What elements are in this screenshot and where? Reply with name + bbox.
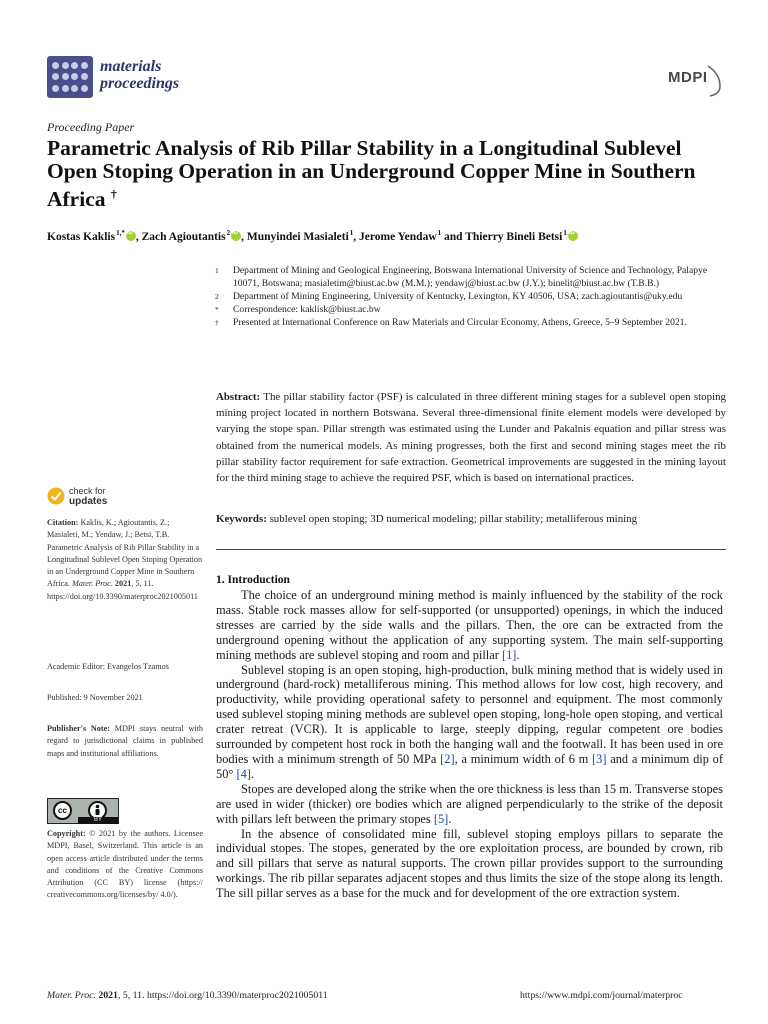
author-affiliation-mark: 1 <box>437 229 442 237</box>
abstract <box>216 389 726 486</box>
by-label: BY <box>78 817 118 824</box>
orcid-icon[interactable] <box>231 231 241 241</box>
keywords <box>216 513 726 525</box>
affiliation-text: Presented at International Conference on Raw Materials and Circular Economy, Athens, Greece, 5–9 September 2021. <box>233 316 687 328</box>
academic-editor: Academic Editor: Evangelos Tzamos <box>47 662 169 671</box>
reference-link[interactable]: [2] <box>440 751 455 766</box>
article-type: Proceeding Paper <box>47 120 135 134</box>
published-date: Published: 9 November 2021 <box>47 693 143 702</box>
citation-tail[interactable]: , 5, 11. https://doi.org/10.3390/materproc2021005011 <box>47 579 199 601</box>
affiliation-item <box>215 291 715 304</box>
author-affiliation-mark: 1 <box>563 229 567 237</box>
orcid-icon[interactable] <box>568 231 578 241</box>
copyright-notice <box>47 828 203 902</box>
author-name[interactable]: Jerome Yendaw <box>359 230 437 243</box>
check-updates-text <box>69 486 107 507</box>
footer-year: 2021 <box>98 990 118 1001</box>
author-affiliation-mark: 1,* <box>116 229 125 237</box>
publisher-logo[interactable] <box>666 62 722 98</box>
title-footnote-mark: † <box>110 187 117 201</box>
footer-doi[interactable]: , 5, 11. https://doi.org/10.3390/materproc2021005011 <box>117 990 328 1001</box>
author-list <box>47 229 747 243</box>
reference-link[interactable]: [1] <box>501 647 517 662</box>
author-affiliation-mark: 2 <box>226 229 231 237</box>
reference-link[interactable]: [3] <box>592 751 607 766</box>
author-separator: and <box>441 230 466 243</box>
copyright-text: © 2021 by the authors. Licensee MDPI, Basel, Switzerland. This article is an open access article distributed under the terms and conditions of the Creative Commons Attribution (CC BY) license (https:// creativecommons.org/licenses/by/ 4.0/). <box>47 829 204 900</box>
affiliation-text: Department of Mining Engineering, University of Kentucky, Lexington, KY 40506, USA; zach.agioutantis@uky.edu <box>233 290 683 302</box>
publisher-name: MDPI <box>668 69 708 86</box>
citation-year: 2021 <box>114 579 132 589</box>
body-paragraph <box>216 782 723 827</box>
body-paragraph <box>216 827 723 902</box>
keywords-label: Keywords: <box>216 513 267 525</box>
check-updates-icon <box>47 487 65 505</box>
citation-label: Citation: <box>47 518 79 527</box>
citation-text: Kaklis, K.; Agioutantis, Z.; Masialeti, M.; Yendaw, J.; Betsi, T.B. Parametric Analysis of Rib Pillar Stability in a Longitudinal Sublevel Open Stoping Operation in an Underground Copper Mine in Southern Africa. <box>47 518 203 589</box>
affiliation-mark: 2 <box>215 291 219 301</box>
author-affiliation-mark: 1 <box>349 229 354 237</box>
article-title <box>47 137 737 211</box>
body-paragraph <box>216 588 723 663</box>
journal-name-line1: materials <box>100 58 162 75</box>
paragraph-text: In the absence of consolidated mine fill, sublevel stoping employs pillars to separate the individual stopes. The stopes, generated by the ore exploitation process, are bounded by crown, rib and sill pillars that serve as natural supports. The crown pillar provides support to the surrounding workings. The rib pillar separates adjacent stopes and thus limits the size of the stope along its length. The sill pillar serves as a base for the muck and for development of the ore extraction system. <box>216 826 723 901</box>
footer-journal: Mater. Proc. <box>47 990 96 1001</box>
orcid-icon[interactable] <box>126 231 136 241</box>
citation <box>47 517 203 603</box>
check-updates-line1: check for <box>69 486 106 496</box>
check-updates-line2: updates <box>69 496 108 507</box>
copyright-label: Copyright: <box>47 829 86 838</box>
affiliation-mark: * <box>215 304 219 314</box>
paragraph-text: . <box>448 811 452 826</box>
author-name[interactable]: Thierry Bineli Betsi <box>465 230 563 243</box>
publisher-note-text: MDPI stays neutral with regard to jurisdictional claims in published maps and institutional affiliations. <box>47 724 203 758</box>
publisher-note <box>47 723 203 760</box>
affiliation-item <box>215 317 715 330</box>
cc-icon: cc <box>53 801 72 820</box>
author-separator: , <box>241 230 247 243</box>
body-paragraph <box>216 663 723 782</box>
body-text <box>216 588 723 901</box>
abstract-label: Abstract: <box>216 391 261 403</box>
author-separator: , <box>353 230 360 243</box>
paragraph-text: . <box>250 766 255 781</box>
author-separator: , <box>135 230 142 243</box>
affiliations <box>215 265 715 330</box>
reference-link[interactable]: [4] <box>236 766 251 781</box>
affiliation-text: Correspondence: kaklisk@biust.ac.bw <box>233 303 381 315</box>
author-name[interactable]: Kostas Kaklis <box>47 230 116 243</box>
footer-citation <box>47 990 328 1001</box>
section-heading: 1. Introduction <box>216 574 290 586</box>
author-name[interactable]: Munyindei Masialeti <box>246 230 349 243</box>
section-divider <box>216 549 726 550</box>
affiliation-item <box>215 265 715 291</box>
affiliation-item <box>215 304 715 317</box>
journal-name <box>100 58 179 92</box>
paragraph-text: The choice of an underground mining method is mainly influenced by the stability of the rock mass. Stable rock masses allow for self-supported (or unsupported) openings, in which the induced stresses are carried by the side walls and the pillars. Then, the ore can be extracted from the underground opening without the application of any supporting system. The main self-supporting mining methods are sublevel stoping and room and pillar <box>216 588 723 662</box>
journal-name-line2: proceedings <box>100 75 180 92</box>
paragraph-text: Stopes are developed along the strike when the ore thickness is less than 15 m. Transverse stopes are used in wider (thicker) ore bodies which are aligned perpendicularly to the strike of the deposit with pillars left between the primary stopes <box>216 781 723 826</box>
cc-by-license-badge[interactable] <box>47 798 119 824</box>
paragraph-text: . <box>516 647 520 662</box>
article-title-text: Parametric Analysis of Rib Pillar Stability in a Longitudinal Sublevel Open Stoping Operation in an Underground Copper Mine in Southern Africa <box>47 136 696 212</box>
author-name[interactable]: Zach Agioutantis <box>141 230 226 243</box>
reference-link[interactable]: [5] <box>433 811 449 826</box>
affiliation-mark: 1 <box>215 266 219 275</box>
paragraph-text: Sublevel stoping is an open stoping, high-production, bulk mining method that is widely used in underground (hard-rock) metalliferous mining. This method allows for low cost, high recovery, and productivity, while providing operational safety to personnel and equipment. The most commonly used sublevel stoping mining methods are sublevel open stoping, long-hole open stoping, and vertical crater retreat (VCR). It is applicable to large, steeply dipping, regular competent ore bodies surrounded by competent host rock in both the hanging wall and the footwall. It has been used in ore bodies with a minimum strength of 50 MPa <box>216 662 723 766</box>
citation-journal: Mater. Proc. <box>72 579 113 589</box>
affiliation-mark: † <box>215 317 219 327</box>
paragraph-text: and a minimum dip of 50° <box>216 751 723 781</box>
abstract-text: The pillar stability factor (PSF) is calculated in three different mining stages for a sublevel open stoping mining project located in northern Botswana. Several three-dimensional finite element models were developed by varying the stope span. Pillar strength was estimated using the Lunder and Pakalnis equation and pillar stress was obtained from the numerical models. As mining progresses, both the first and second mining stages meet the rib pillar stability factor requirement for safe extraction. Geometrical improvements are suggested in the mining layout for the third mining stage to achieve the required PSF, which is based on international practices. <box>216 391 726 485</box>
journal-logo <box>47 56 93 98</box>
keywords-text: sublevel open stoping; 3D numerical modeling; pillar stability; metalliferous mining <box>269 513 638 525</box>
paragraph-text: , a minimum width of 6 m <box>454 751 593 766</box>
publisher-note-label: Publisher's Note: <box>47 724 110 733</box>
affiliation-text: Department of Mining and Geological Engineering, Botswana International University of Science and Technology, Palapye 10071, Botswana; masialetim@biust.ac.bw (M.M.); yendawj@biust.ac.bw (J.Y.); binelit@biust.ac.bw (T.B.B.) <box>233 265 708 289</box>
footer-journal-url[interactable]: https://www.mdpi.com/journal/materproc <box>520 990 683 1001</box>
check-for-updates-button[interactable] <box>47 486 137 510</box>
